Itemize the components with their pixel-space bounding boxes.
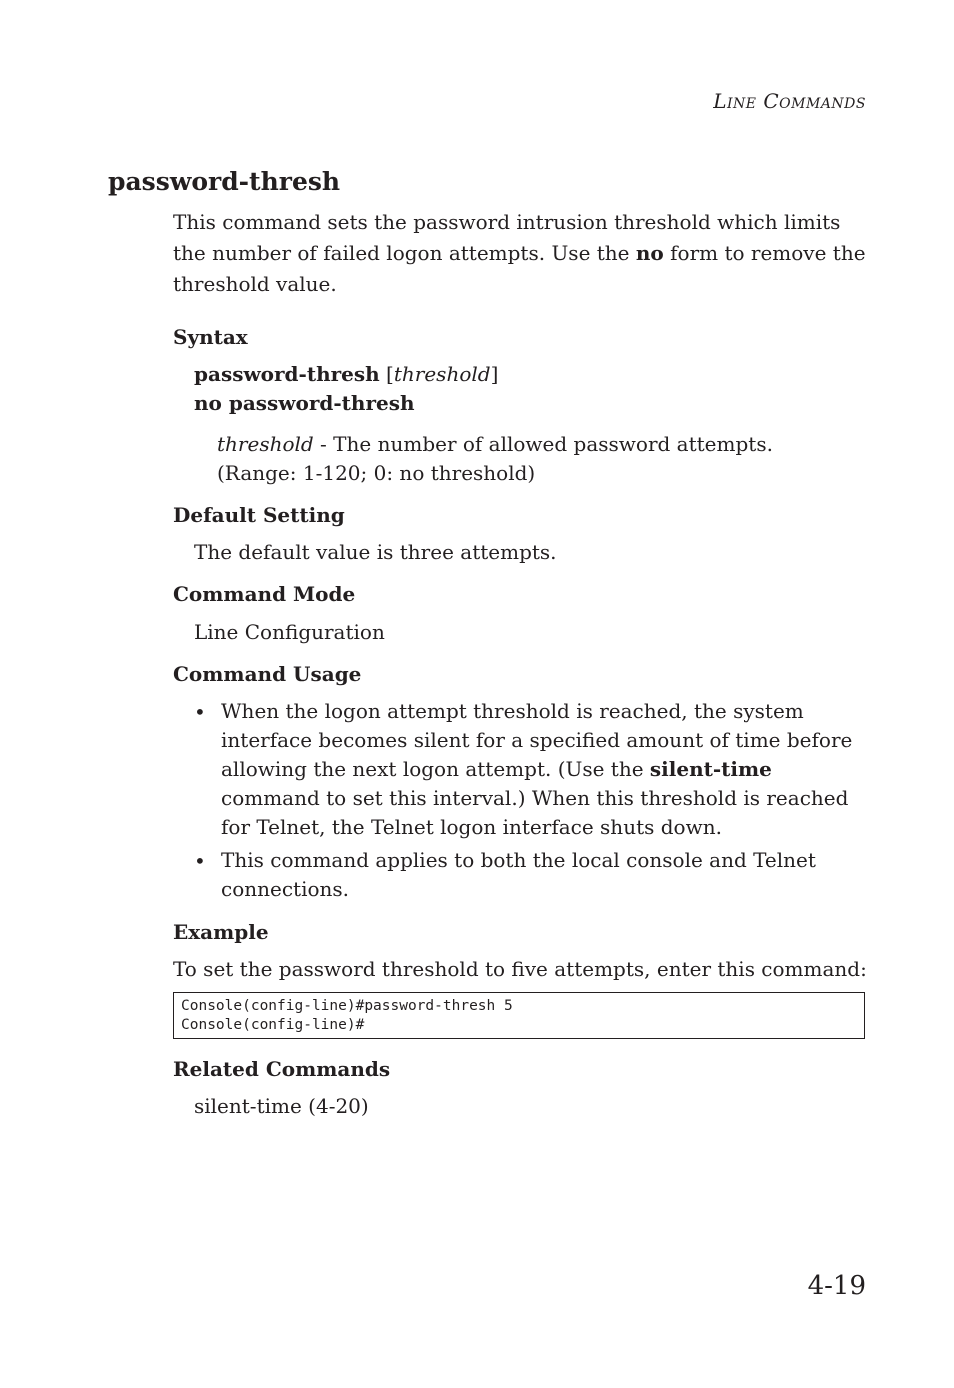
related-commands-text: silent-time (4-20) xyxy=(194,1094,369,1118)
example-text: To set the password threshold to five attempts, enter this command: xyxy=(173,957,867,981)
syntax-heading: Syntax xyxy=(173,325,248,349)
usage-bullet-list xyxy=(194,697,874,908)
command-mode-text: Line Configuration xyxy=(194,620,385,644)
intro-paragraph xyxy=(173,207,873,300)
syntax-bracket-close: ] xyxy=(490,362,499,386)
command-usage-heading: Command Usage xyxy=(173,662,362,686)
code-example-box xyxy=(173,992,865,1039)
syntax-param: threshold xyxy=(393,362,491,386)
intro-text-2: form to remove the threshold value. xyxy=(173,241,866,296)
command-mode-heading: Command Mode xyxy=(173,582,356,606)
param-range: (Range: 1-120; 0: no threshold) xyxy=(217,461,536,485)
bullet-mark: • xyxy=(194,849,206,873)
syntax-line-1 xyxy=(194,359,498,390)
default-setting-text: The default value is three attempts. xyxy=(194,540,557,564)
usage-bullet-2-text: This command applies to both the local console and Telnet connections. xyxy=(221,848,816,901)
code-line-2: Console(config-line)# xyxy=(181,1017,365,1033)
syntax-bracket-open: [ xyxy=(379,362,394,386)
syntax-line-2: no password-thresh xyxy=(194,391,415,415)
param-description xyxy=(217,429,773,460)
page-number: 4-19 xyxy=(807,1271,866,1301)
usage-bullet-1-part-2: command to set this interval.) When this threshold is reached for Telnet, the Telnet logon interface shuts down. xyxy=(221,786,849,839)
example-heading: Example xyxy=(173,920,269,944)
syntax-command: password-thresh xyxy=(194,362,380,386)
intro-text-1: This command sets the password intrusion threshold which limits the number of failed logon attempts. Use the xyxy=(173,210,841,265)
param-desc: - The number of allowed password attempts. xyxy=(313,432,773,456)
intro-no-keyword: no xyxy=(635,241,664,265)
usage-bullet-2 xyxy=(194,846,874,904)
usage-bullet-1-part-1: When the logon attempt threshold is reached, the system interface becomes silent for a specified amount of time before allowing the next logon attempt. (Use the xyxy=(221,699,853,781)
code-line-1: Console(config-line)#password-thresh 5 xyxy=(181,998,513,1014)
bullet-mark: • xyxy=(194,700,206,724)
related-commands-heading: Related Commands xyxy=(173,1057,391,1081)
usage-bullet-1 xyxy=(194,697,874,842)
usage-bullet-1-text xyxy=(221,697,874,842)
usage-silent-time-keyword: silent-time xyxy=(649,757,772,781)
param-name: threshold xyxy=(217,432,314,456)
command-title: password-thresh xyxy=(108,167,341,196)
running-header: Line Commands xyxy=(713,89,866,113)
default-setting-heading: Default Setting xyxy=(173,503,345,527)
